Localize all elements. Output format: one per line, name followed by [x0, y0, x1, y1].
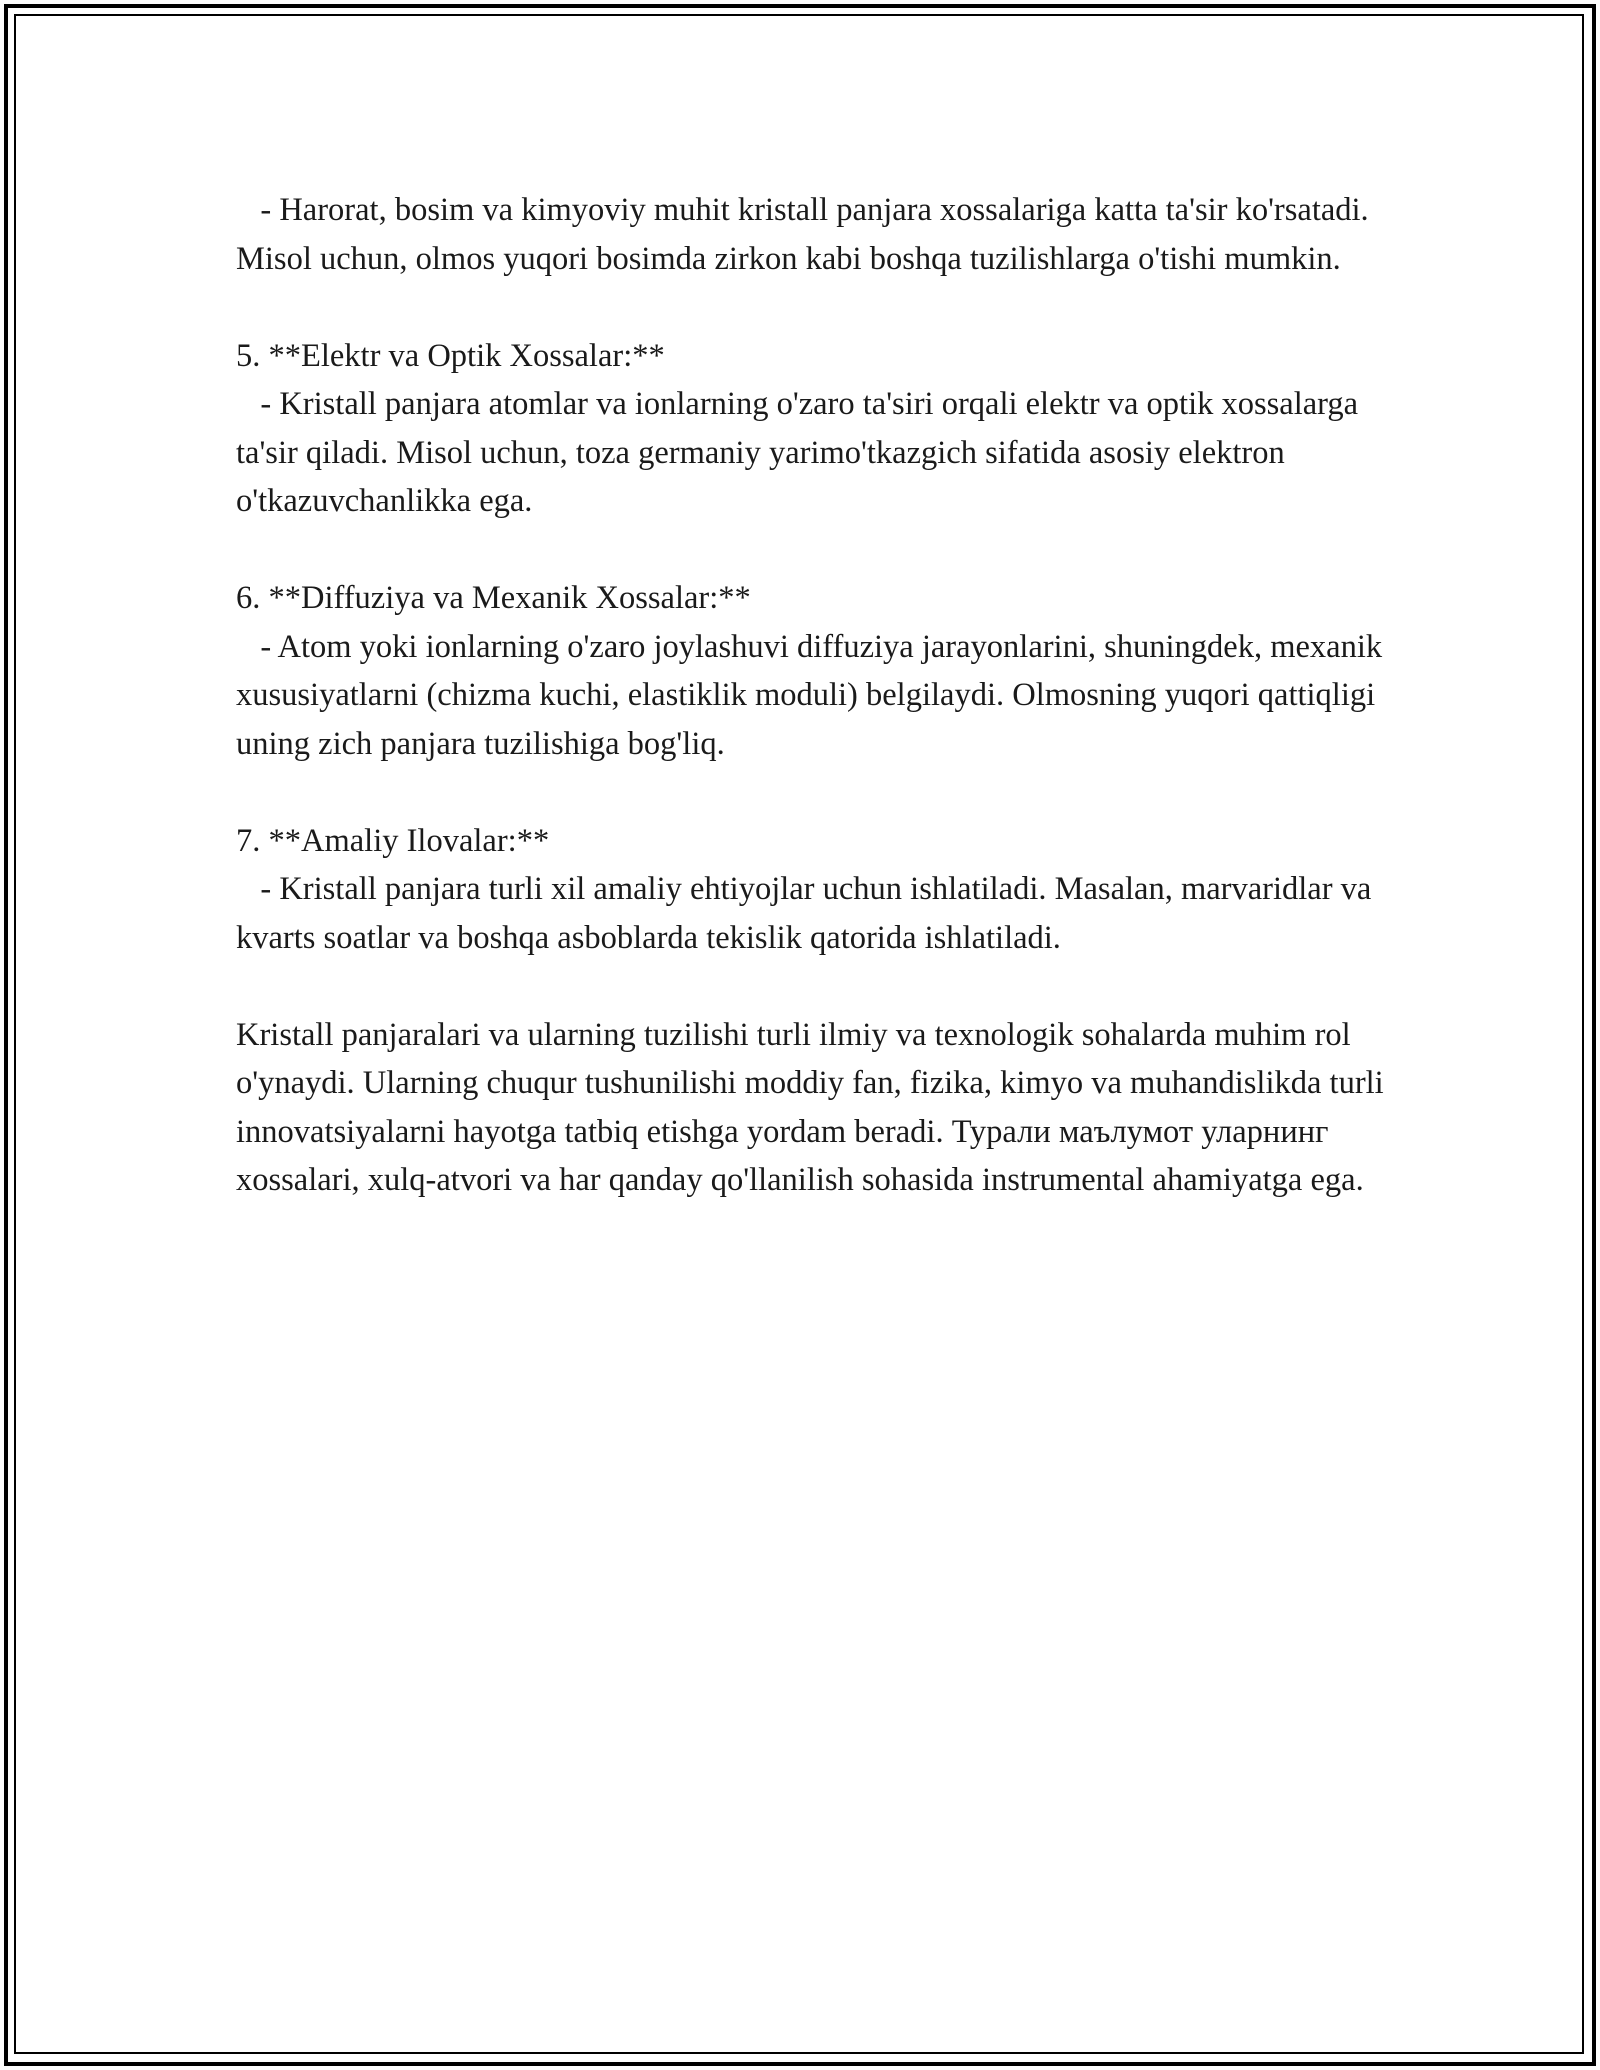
paragraph-gap	[236, 768, 1386, 817]
section-heading-diffusion-mechanical: 6. **Diffuziya va Mexanik Xossalar:**	[236, 580, 751, 616]
paragraph-conclusion: Kristall panjaralari va ularning tuzilishi turli ilmiy va texnologik sohalarda muhim rol o'ynaydi. Ularning chuqur tushunilishi moddiy fan, fizika, kimyo va muhandislikda turli innovatsiyalarni hayotga tatbiq etishga yordam beradi. Турали маълумот уларнинг xossalari, xulq-atvori va har qanday qo'llanilish sohasida instrumental ahamiyatga ega.	[236, 1016, 1384, 1198]
paragraph-electric-optical: - Kristall panjara atomlar va ionlarning o'zaro ta'siri orqali elektr va optik xossalarga ta'sir qiladi. Misol uchun, toza germaniy yarimo'tkazgich sifatida asosiy elektron o'tkazuvchanlikka ega.	[236, 386, 1367, 519]
section-heading-electric-optical: 5. **Elektr va Optik Xossalar:**	[236, 337, 665, 374]
section-heading-practical-applications: 7. **Amaliy Ilovalar:**	[236, 822, 550, 859]
paragraph-gap	[236, 962, 1386, 1011]
paragraph-diffusion-mechanical: - Atom yoki ionlarning o'zaro joylashuvi diffuziya jarayonlarini, shuningdek, mexanik xususiyatlarni (chizma kuchi, elastiklik moduli) belgilaydi. Olmosning yuqori qattiqligi uning zich panjara tuzilishiga bog'liq.	[236, 628, 1391, 762]
document-body	[236, 186, 1391, 1205]
paragraph-practical-applications: - Kristall panjara turli xil amaliy ehtiyojlar uchun ishlatiladi. Masalan, marvaridlar va kvarts soatlar va boshqa asboblarda tekislik qatorida ishlatiladi.	[236, 871, 1380, 956]
paragraph-gap	[236, 526, 1386, 575]
paragraph-temperature-pressure: - Harorat, bosim va kimyoviy muhit kristall panjara xossalariga katta ta'sir ko'rsatadi. Misol uchun, olmos yuqori bosimda zirkon kabi boshqa tuzilishlarga o'tishi mumkin.	[236, 192, 1377, 277]
paragraph-gap	[236, 283, 1386, 332]
